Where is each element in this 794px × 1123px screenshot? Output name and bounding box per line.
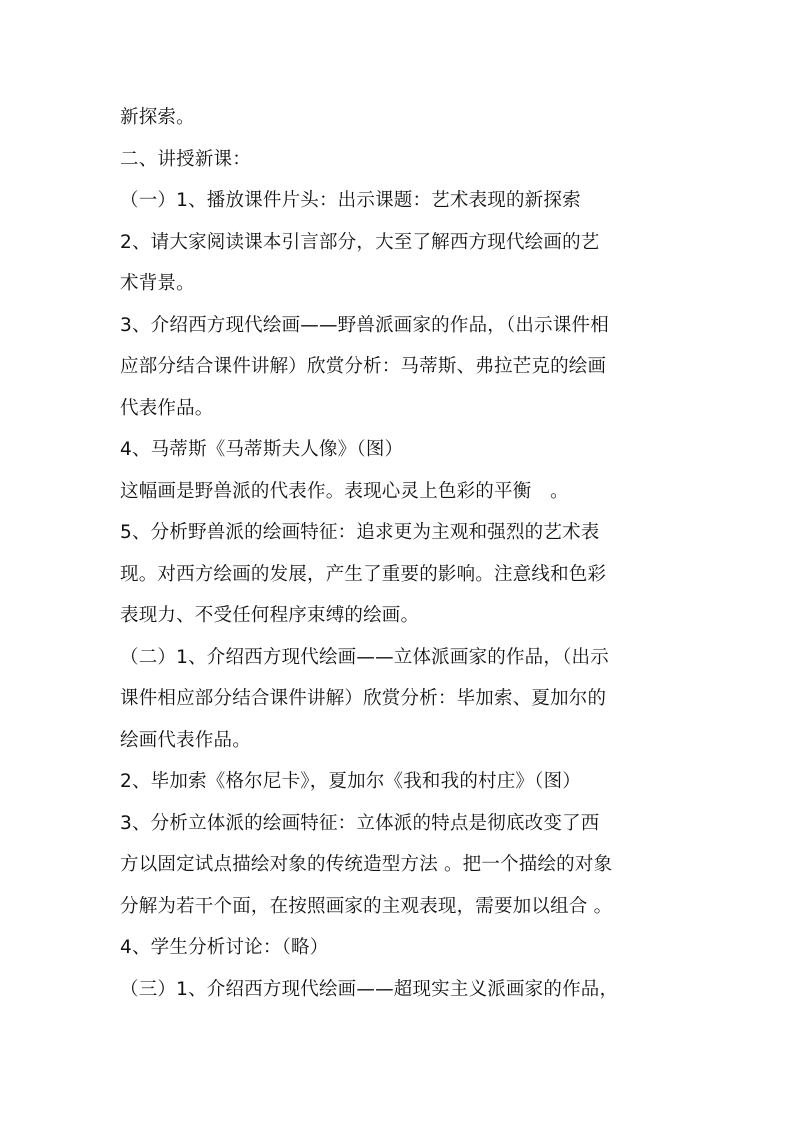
text-line-5: 术背景。 [120,273,195,294]
text-line-21: 4、学生分析讨论：（略） [120,937,329,958]
text-line-15: 课件相应部分结合课件讲解）欣赏分析：毕加索、夏加尔的 [120,688,607,709]
text-line-13: 表现力、不受任何程序束缚的绘画。 [120,605,420,626]
text-line-8: 代表作品。 [120,397,214,419]
text-line-17: 2、毕加索《格尔尼卡》，夏加尔《我和我的村庄》（图） [120,771,581,792]
text-line-7: 应部分结合课件讲解）欣赏分析：马蒂斯、弗拉芒克的绘画 [120,356,607,377]
text-line-18: 3、分析立体派的绘画特征：立体派的特点是彻底改变了西 [120,812,600,834]
text-line-10: 这幅画是野兽派的代表作。表现心灵上色彩的平衡 。 [120,480,569,502]
document-body [120,97,680,1010]
text-line-4: 2、请大家阅读课本引言部分，大至了解西方现代绘画的艺 [120,231,600,253]
text-line-14: （二）1、介绍西方现代绘画——立体派画家的作品，（出示 [120,646,609,668]
text-line-9: 4、马蒂斯《马蒂斯夫人像》（图） [120,439,404,460]
text-line-12: 现。对西方绘画的发展，产生了重要的影响。注意线和色彩 [120,563,607,585]
text-line-22: （三）1、介绍西方现代绘画——超现实主义派画家的作品， [120,978,619,1000]
text-line-11: 5、分析野兽派的绘画特征：追求更为主观和强烈的艺术表 [120,522,600,543]
text-line-16: 绘画代表作品。 [120,729,251,751]
text-line-3: （一）1、播放课件片头：出示课题：艺术表现的新探索 [120,190,581,211]
text-line-6: 3、介绍西方现代绘画——野兽派画家的作品，（出示课件相 [120,314,609,336]
text-line-20: 分解为若干个面，在按照画家的主观表现，需要加以组合 。 [120,895,613,917]
text-line-1: 新探索。 [120,107,195,128]
section-heading-new-lesson: 二、讲授新课： [120,148,251,170]
text-line-19: 方以固定试点描绘对象的传统造型方法 。把一个描绘的对象 [120,854,613,875]
